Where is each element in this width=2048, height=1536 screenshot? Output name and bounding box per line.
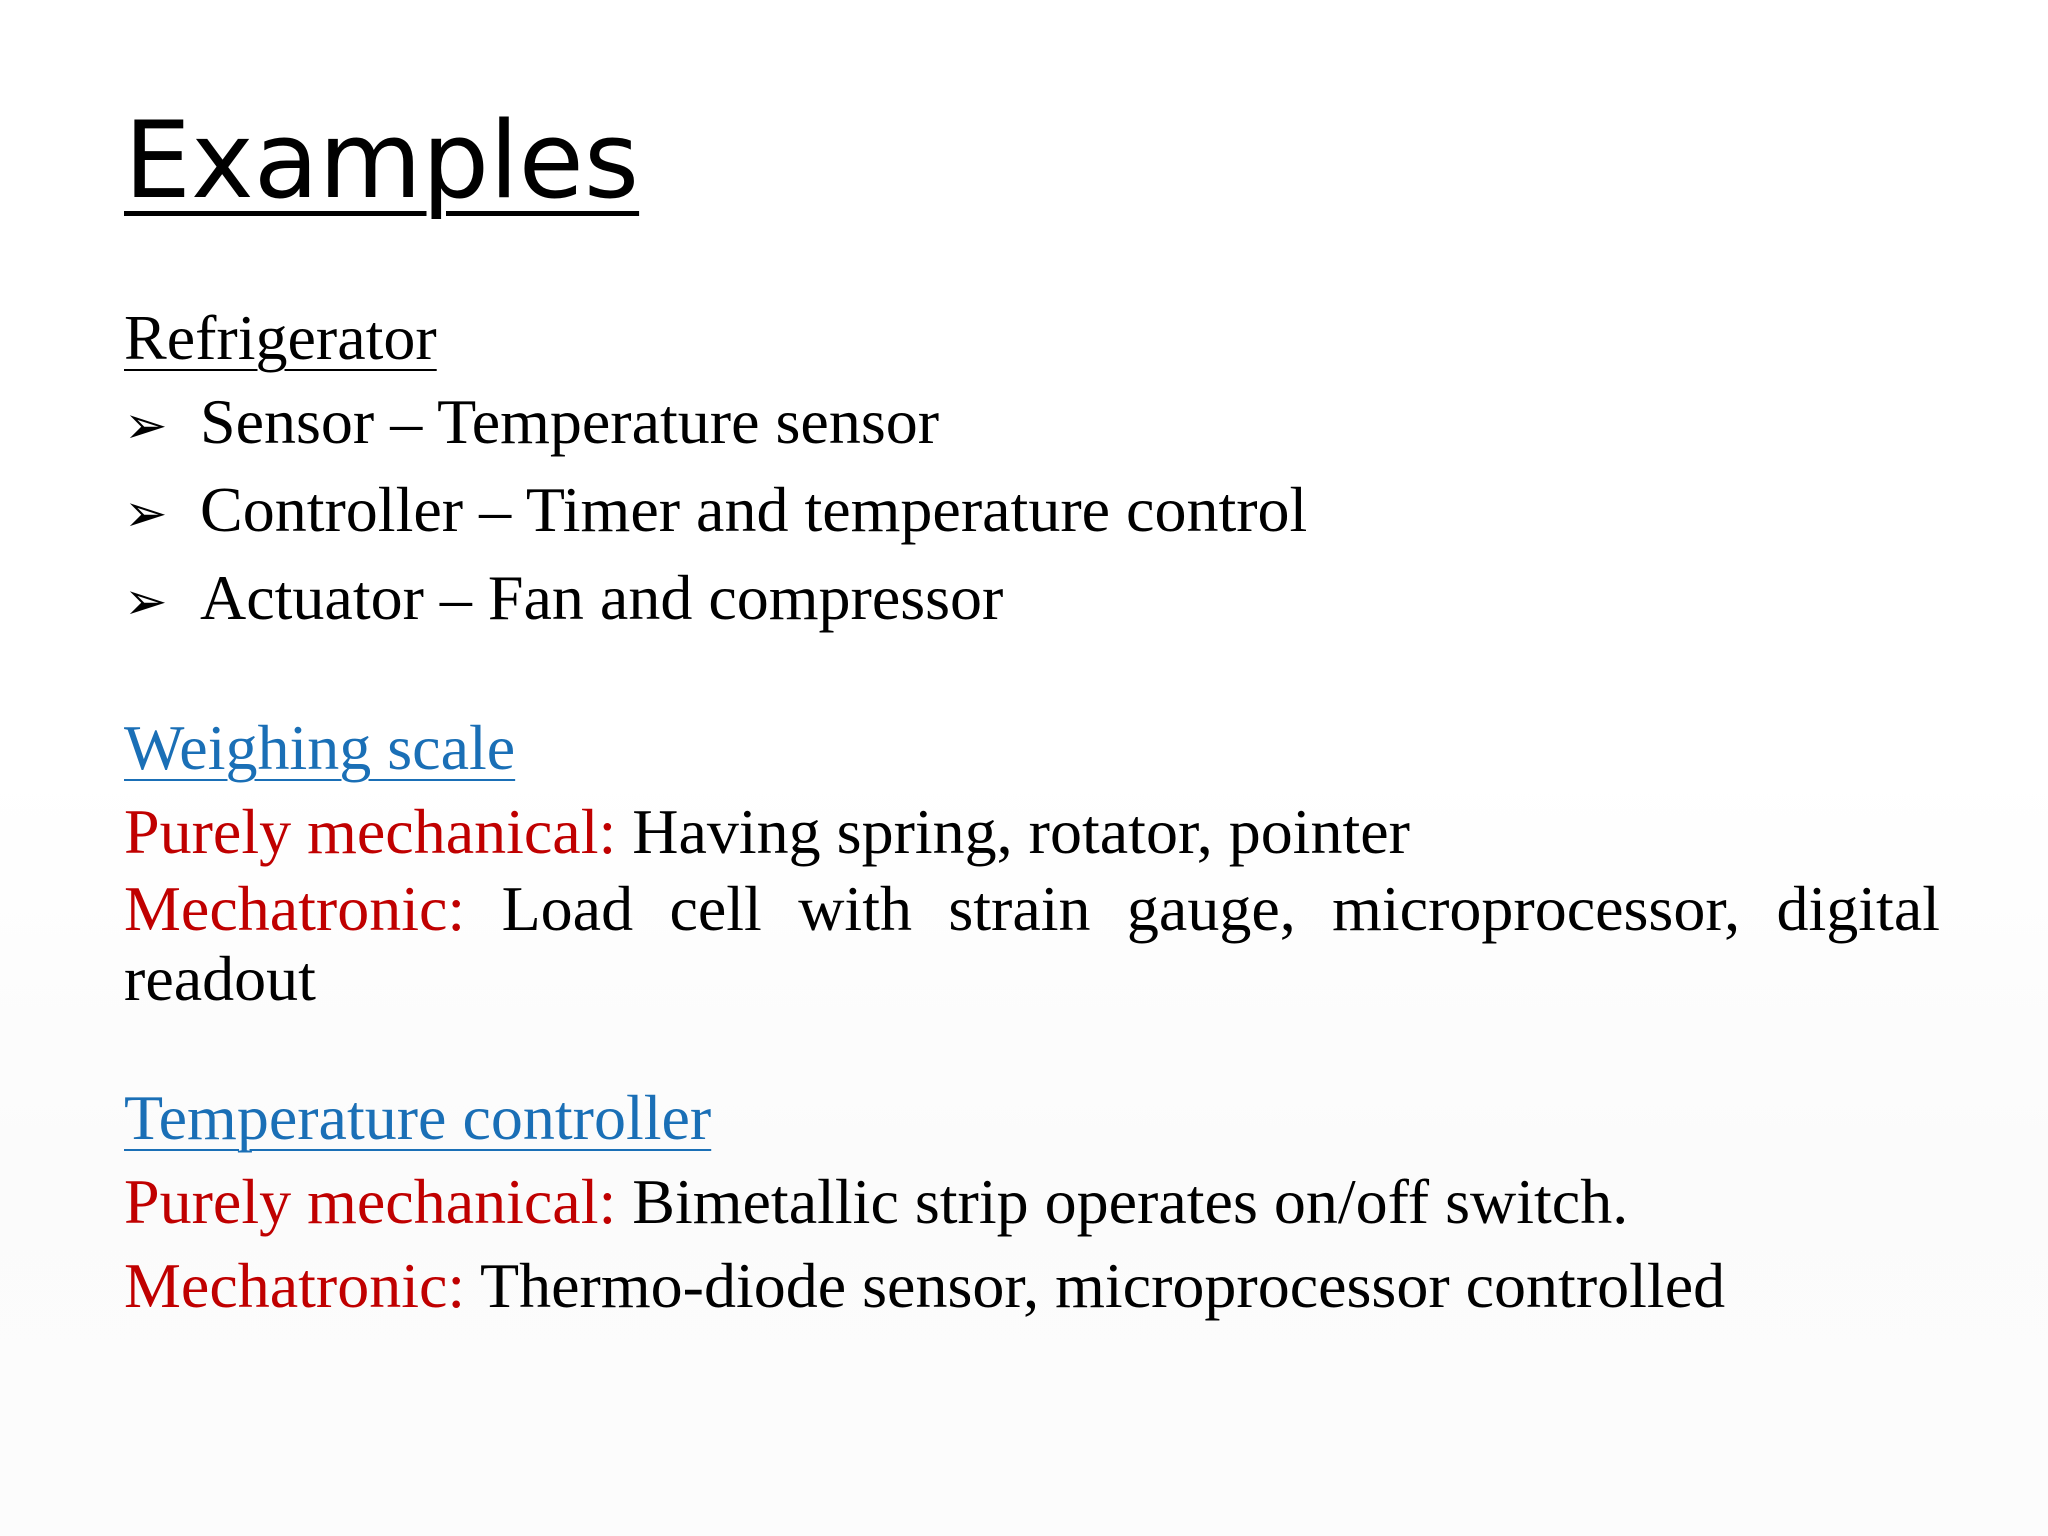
temperature-controller-heading: Temperature controller: [124, 1082, 712, 1153]
list-item: [124, 468, 1940, 556]
mechatronic-description: Load cell with strain gauge, microprocessor, digital readout: [124, 873, 1940, 1014]
arrow-bullet-icon: ➢: [124, 484, 168, 544]
weighing-scale-mechanical-line: [124, 790, 1940, 874]
slide-content: [124, 296, 1940, 1328]
mechanical-label: Purely mechanical:: [124, 1166, 617, 1237]
list-item-text: Actuator – Fan and compressor: [200, 562, 1004, 633]
list-item: [124, 556, 1940, 644]
mechanical-description: Bimetallic strip operates on/off switch.: [616, 1166, 1629, 1237]
spacer: [124, 1014, 1940, 1076]
mechatronic-label: Mechatronic:: [124, 1250, 466, 1321]
mechanical-label: Purely mechanical:: [124, 796, 617, 867]
temperature-controller-section: [124, 1076, 1940, 1328]
temperature-controller-mechatronic-line: [124, 1244, 1940, 1328]
weighing-scale-section: [124, 706, 1940, 1014]
spacer: [124, 644, 1940, 706]
list-item-text: Controller – Timer and temperature control: [200, 474, 1308, 545]
refrigerator-bullet-list: [124, 380, 1940, 644]
weighing-scale-heading: Weighing scale: [124, 712, 516, 783]
mechatronic-label: Mechatronic:: [124, 873, 466, 944]
list-item: [124, 380, 1940, 468]
arrow-bullet-icon: ➢: [124, 572, 168, 632]
weighing-scale-mechatronic-line: [124, 874, 1940, 1014]
mechanical-description: Having spring, rotator, pointer: [616, 796, 1410, 867]
refrigerator-heading: Refrigerator: [124, 302, 437, 373]
arrow-bullet-icon: ➢: [124, 396, 168, 456]
mechatronic-description: Thermo-diode sensor, microprocessor controlled: [465, 1250, 1726, 1321]
temperature-controller-mechanical-line: [124, 1160, 1940, 1244]
list-item-text: Sensor – Temperature sensor: [200, 386, 940, 457]
refrigerator-section: [124, 296, 1940, 644]
slide-title: Examples: [124, 99, 640, 222]
